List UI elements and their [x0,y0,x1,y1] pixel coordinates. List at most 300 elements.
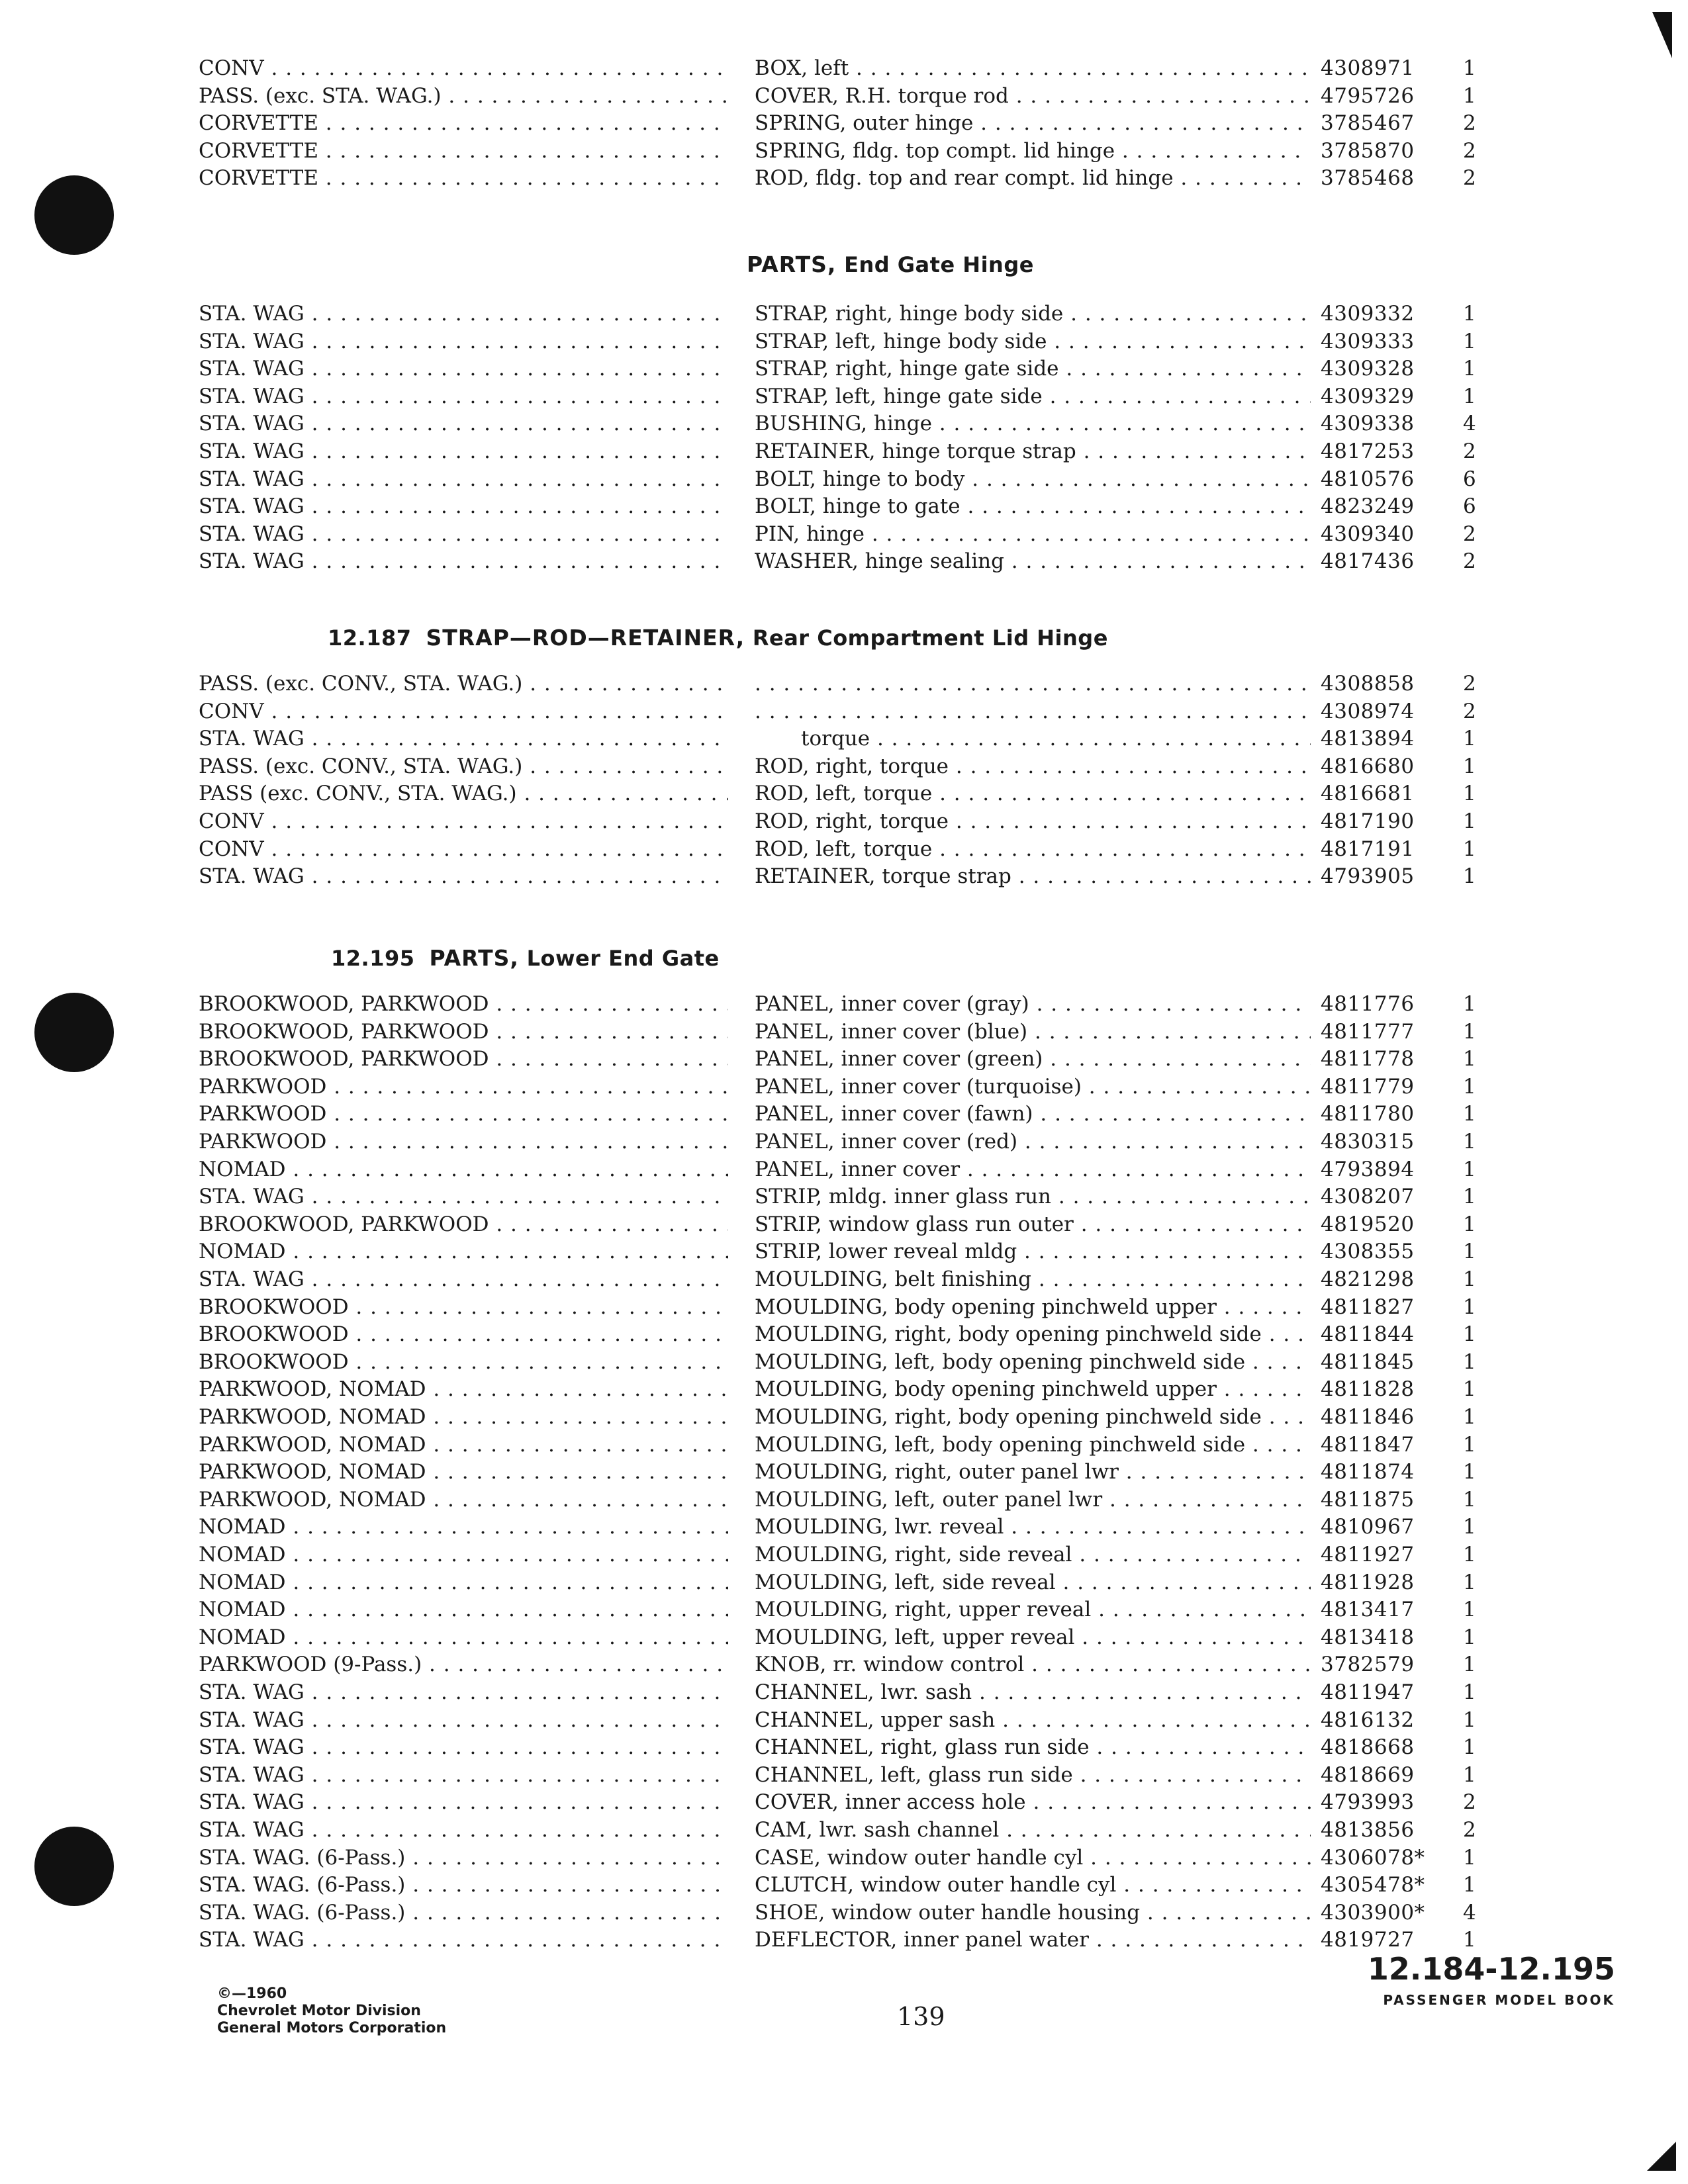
part-number: 4811845 [1321,1349,1415,1374]
model-text: PASS (exc. CONV., STA. WAG.) . . . [199,780,728,807]
table-row [0,1265,1688,1293]
part-number: 4309329 [1321,384,1415,408]
model-cell [199,1623,728,1651]
table-row [0,355,1688,383]
part-number: 4795726 [1321,83,1415,108]
table-row [0,54,1688,82]
table-row [0,1403,1688,1431]
model-cell [199,1844,728,1872]
model-text: BROOKWOOD . . . [199,1293,728,1321]
part-number: 4816681 [1321,782,1415,806]
model-cell [199,1926,728,1954]
table-row [0,862,1688,890]
table-row [0,1486,1688,1514]
quantity: 1 [1463,782,1476,806]
quantity: 1 [1463,1047,1476,1071]
quantity: 2 [1463,522,1476,546]
part-description: ROD, left, torque . . . [755,835,1311,863]
table-row [0,164,1688,192]
model-cell [199,383,728,410]
model-cell [199,355,728,383]
table-row [0,328,1688,355]
model-cell [199,465,728,493]
part-cell [755,300,1311,328]
model-cell [199,1596,728,1623]
model-cell [199,1073,728,1101]
quantity: 2 [1463,111,1476,136]
part-number: 4811928 [1321,1570,1415,1594]
model-text: PARKWOOD, NOMAD . . . [199,1431,728,1459]
division-name: Chevrolet Motor Division [217,2003,421,2019]
part-cell [755,1788,1311,1816]
model-text: BROOKWOOD . . . [199,1348,728,1376]
part-description: PANEL, inner cover (green) . . . [755,1045,1311,1073]
table-row [0,1320,1688,1348]
model-cell [199,1238,728,1265]
part-cell [755,1706,1311,1734]
part-description: torque . . . [755,725,1311,752]
part-description: MOULDING, left, side reveal . . . [755,1569,1311,1596]
model-cell [199,670,728,698]
part-description: PANEL, inner cover (blue) . . . [755,1018,1311,1046]
quantity: 2 [1463,138,1476,163]
footer-copyright-block [217,1985,446,2037]
model-cell [199,328,728,355]
table-row [0,1788,1688,1816]
table-row [0,752,1688,780]
model-text: NOMAD . . . [199,1596,728,1623]
table-row [0,1458,1688,1486]
part-cell [755,137,1311,165]
model-cell [199,1431,728,1459]
part-number: 4811777 [1321,1019,1415,1044]
part-number: 4830315 [1321,1130,1415,1154]
table-row [0,1431,1688,1459]
table-row [0,1596,1688,1623]
model-text: STA. WAG . . . [199,1678,728,1706]
table-row [0,82,1688,110]
part-description: MOULDING, body opening pinchweld upper . . . [755,1375,1311,1403]
model-cell [199,835,728,863]
quantity: 1 [1463,1487,1476,1512]
part-number: 4813417 [1321,1598,1415,1622]
quantity: 2 [1463,1790,1476,1815]
quantity: 1 [1463,1130,1476,1154]
table-row [0,1513,1688,1541]
part-cell [755,54,1311,82]
part-cell [755,547,1311,575]
model-text: STA. WAG . . . [199,547,728,575]
part-number: 4793993 [1321,1790,1415,1815]
model-cell [199,1045,728,1073]
table-row [0,1651,1688,1678]
table-row [0,137,1688,165]
model-cell [199,54,728,82]
section-heading [747,251,1034,277]
table-row [0,1210,1688,1238]
table-row [0,547,1688,575]
model-text: CORVETTE . . . [199,164,728,192]
part-number: 4303900* [1321,1900,1425,1925]
model-text: CORVETTE . . . [199,109,728,137]
quantity: 1 [1463,1625,1476,1649]
model-text: PASS. (exc. CONV., STA. WAG.) . . . [199,670,728,698]
model-text: PASS. (exc. STA. WAG.) . . . [199,82,728,110]
quantity: 1 [1463,1543,1476,1567]
part-description: CHANNEL, lwr. sash . . . [755,1678,1311,1706]
model-text: PARKWOOD . . . [199,1100,728,1128]
table-row [0,698,1688,725]
quantity: 1 [1463,1570,1476,1594]
quantity: 1 [1463,83,1476,108]
part-cell [755,1596,1311,1623]
part-description: STRIP, window glass run outer . . . [755,1210,1311,1238]
model-cell [199,1541,728,1569]
part-cell [755,383,1311,410]
quantity: 1 [1463,1349,1476,1374]
model-text: BROOKWOOD, PARKWOOD . . . [199,1018,728,1046]
part-cell [755,1073,1311,1101]
part-number: 4793905 [1321,864,1415,889]
model-cell [199,1513,728,1541]
quantity: 1 [1463,1515,1476,1539]
part-description: PANEL, inner cover (gray) . . . [755,990,1311,1018]
part-number: 4810576 [1321,467,1415,491]
model-text: STA. WAG . . . [199,328,728,355]
part-description: ROD, left, torque . . . [755,780,1311,807]
part-cell [755,1100,1311,1128]
part-description: MOULDING, left, body opening pinchweld side . . . [755,1348,1311,1376]
model-text: STA. WAG . . . [199,520,728,548]
model-text: STA. WAG . . . [199,1816,728,1844]
part-description: CASE, window outer handle cyl . . . [755,1844,1311,1872]
quantity: 6 [1463,467,1476,491]
part-number: 4306078* [1321,1845,1425,1870]
part-cell [755,1541,1311,1569]
table-row [0,780,1688,807]
quantity: 1 [1463,1845,1476,1870]
section-title: Rear Compartment Lid Hinge [752,625,1108,651]
model-text: STA. WAG. (6-Pass.) . . . [199,1844,728,1872]
part-description: ROD, right, torque . . . [755,807,1311,835]
part-description: MOULDING, left, outer panel lwr . . . [755,1486,1311,1514]
model-text: PARKWOOD, NOMAD . . . [199,1403,728,1431]
part-description: RETAINER, torque strap . . . [755,862,1311,890]
table-row [0,300,1688,328]
model-text: CONV . . . [199,698,728,725]
section-number: 12.187 [328,625,412,651]
quantity: 2 [1463,699,1476,723]
part-number: 4816132 [1321,1707,1415,1732]
quantity: 1 [1463,809,1476,833]
model-cell [199,1733,728,1761]
model-text: CONV . . . [199,54,728,82]
model-text: CORVETTE . . . [199,137,728,165]
part-number: 4811778 [1321,1047,1415,1071]
table-row [0,1348,1688,1376]
part-number: 4816680 [1321,754,1415,778]
part-description: MOULDING, body opening pinchweld upper . . . [755,1293,1311,1321]
part-number: 4817436 [1321,549,1415,574]
model-cell [199,300,728,328]
model-text: PARKWOOD, NOMAD . . . [199,1486,728,1514]
part-cell [755,492,1311,520]
part-number: 4813418 [1321,1625,1415,1649]
model-text: STA. WAG . . . [199,355,728,383]
quantity: 1 [1463,754,1476,778]
table-row [0,1100,1688,1128]
part-description: WASHER, hinge sealing . . . [755,547,1311,575]
model-cell [199,437,728,465]
part-cell [755,1293,1311,1321]
part-cell [755,1899,1311,1927]
part-cell [755,1238,1311,1265]
part-description: STRAP, right, hinge gate side . . . [755,355,1311,383]
part-number: 4811947 [1321,1680,1415,1704]
model-cell [199,1899,728,1927]
part-description: KNOB, rr. window control . . . [755,1651,1311,1678]
model-cell [199,780,728,807]
part-number: 4811846 [1321,1405,1415,1429]
part-description: BOLT, hinge to gate . . . [755,492,1311,520]
model-cell [199,82,728,110]
table-row [0,492,1688,520]
table-row [0,1045,1688,1073]
quantity: 1 [1463,1405,1476,1429]
model-cell [199,990,728,1018]
section-heading [331,945,720,971]
part-description: MOULDING, lwr. reveal . . . [755,1513,1311,1541]
section-keyword: STRAP—ROD—RETAINER, [426,625,745,651]
model-text: STA. WAG . . . [199,410,728,437]
part-number: 4308207 [1321,1185,1415,1209]
copyright: ©—1960 [217,1985,287,2002]
quantity: 1 [1463,1185,1476,1209]
part-cell [755,1844,1311,1872]
part-description: MOULDING, belt finishing . . . [755,1265,1311,1293]
part-number: 3785870 [1321,138,1415,163]
model-text: PARKWOOD . . . [199,1073,728,1101]
part-cell [755,752,1311,780]
part-cell [755,1926,1311,1954]
part-number: 4309338 [1321,412,1415,436]
model-cell [199,1156,728,1183]
quantity: 2 [1463,1818,1476,1842]
quantity: 1 [1463,384,1476,408]
part-cell [755,355,1311,383]
table-row [0,1073,1688,1101]
part-number: 4823249 [1321,494,1415,519]
part-number: 4813894 [1321,727,1415,751]
table-row [0,1183,1688,1210]
quantity: 1 [1463,1019,1476,1044]
model-cell [199,725,728,752]
quantity: 1 [1463,1074,1476,1099]
part-description: PANEL, inner cover . . . [755,1156,1311,1183]
model-cell [199,1816,728,1844]
part-number: 4811779 [1321,1074,1415,1099]
table-row [0,1678,1688,1706]
part-description: PANEL, inner cover (turquoise) . . . [755,1073,1311,1101]
part-description: MOULDING, right, body opening pinchweld side . . . [755,1403,1311,1431]
model-cell [199,520,728,548]
part-cell [755,1156,1311,1183]
part-cell [755,164,1311,192]
part-number: 4817253 [1321,439,1415,463]
quantity: 1 [1463,1102,1476,1126]
model-cell [199,1403,728,1431]
quantity: 1 [1463,1432,1476,1457]
part-number: 4818668 [1321,1735,1415,1760]
model-text: STA. WAG. (6-Pass.) . . . [199,1871,728,1899]
part-description [755,670,1311,698]
part-description: MOULDING, right, body opening pinchweld side . . . [755,1320,1311,1348]
quantity: 1 [1463,1212,1476,1236]
part-cell [755,1348,1311,1376]
quantity: 1 [1463,1707,1476,1732]
part-number: 4811927 [1321,1543,1415,1567]
part-description: MOULDING, left, body opening pinchweld side . . . [755,1431,1311,1459]
part-cell [755,1871,1311,1899]
part-cell [755,780,1311,807]
table-row [0,520,1688,548]
quantity: 1 [1463,1157,1476,1181]
part-description: SHOE, window outer handle housing . . . [755,1899,1311,1927]
section-reference: 12.184-12.195 [1367,1951,1615,1987]
model-cell [199,547,728,575]
table-row [0,670,1688,698]
part-number: 4811875 [1321,1487,1415,1512]
part-description: RETAINER, hinge torque strap . . . [755,437,1311,465]
model-text: BROOKWOOD, PARKWOOD . . . [199,1210,728,1238]
quantity: 1 [1463,1873,1476,1897]
model-text: NOMAD . . . [199,1156,728,1183]
part-cell [755,1403,1311,1431]
part-description: COVER, inner access hole . . . [755,1788,1311,1816]
part-cell [755,835,1311,863]
model-text: STA. WAG . . . [199,1761,728,1789]
part-description: PANEL, inner cover (fawn) . . . [755,1100,1311,1128]
model-text: CONV . . . [199,807,728,835]
part-number: 4308858 [1321,672,1415,696]
part-cell [755,1623,1311,1651]
model-text: NOMAD . . . [199,1569,728,1596]
part-cell [755,437,1311,465]
model-text: BROOKWOOD, PARKWOOD . . . [199,990,728,1018]
table-row [0,383,1688,410]
part-number: 4309332 [1321,302,1415,326]
part-number: 4819520 [1321,1212,1415,1236]
section-title: End Gate Hinge [844,252,1034,277]
model-text: STA. WAG . . . [199,1706,728,1734]
model-text: STA. WAG . . . [199,725,728,752]
part-cell [755,1651,1311,1678]
quantity: 1 [1463,837,1476,861]
section-heading [328,625,1108,651]
section-number: 12.195 [331,946,415,971]
part-cell [755,1458,1311,1486]
table-row [0,1844,1688,1872]
part-description: PIN, hinge . . . [755,520,1311,548]
section-keyword: PARTS, [429,945,519,971]
model-text: NOMAD . . . [199,1541,728,1569]
model-cell [199,109,728,137]
model-text: STA. WAG . . . [199,1788,728,1816]
part-cell [755,465,1311,493]
part-number: 4811780 [1321,1102,1415,1126]
model-text: NOMAD . . . [199,1513,728,1541]
part-description: STRIP, lower reveal mldg . . . [755,1238,1311,1265]
model-cell [199,1375,728,1403]
quantity: 1 [1463,1267,1476,1291]
quantity: 1 [1463,302,1476,326]
quantity: 1 [1463,1928,1476,1952]
quantity: 1 [1463,357,1476,381]
part-cell [755,1018,1311,1046]
part-number: 4813856 [1321,1818,1415,1842]
corner-mark-bottom-right [1647,2142,1676,2171]
part-cell [755,862,1311,890]
table-row [0,437,1688,465]
part-description: BOLT, hinge to body . . . [755,465,1311,493]
part-description: STRAP, left, hinge body side . . . [755,328,1311,355]
model-text: STA. WAG . . . [199,862,728,890]
model-text: BROOKWOOD . . . [199,1320,728,1348]
table-row [0,465,1688,493]
part-number: 4308355 [1321,1240,1415,1264]
corner-mark-top-right [1652,12,1672,58]
quantity: 1 [1463,1377,1476,1402]
table-row [0,807,1688,835]
part-number: 4811844 [1321,1322,1415,1347]
table-row [0,1293,1688,1321]
part-cell [755,1761,1311,1789]
model-cell [199,492,728,520]
part-cell [755,1320,1311,1348]
model-text: PARKWOOD (9-Pass.) . . . [199,1651,728,1678]
part-description: DEFLECTOR, inner panel water . . . [755,1926,1311,1954]
table-row [0,1899,1688,1927]
quantity: 1 [1463,727,1476,751]
part-cell [755,670,1311,698]
part-cell [755,1816,1311,1844]
quantity: 1 [1463,1322,1476,1347]
part-cell [755,1265,1311,1293]
quantity: 2 [1463,549,1476,574]
part-number: 4309340 [1321,522,1415,546]
table-row [0,1761,1688,1789]
part-cell [755,807,1311,835]
part-description: MOULDING, right, side reveal . . . [755,1541,1311,1569]
model-cell [199,1678,728,1706]
model-cell [199,698,728,725]
part-cell [755,1733,1311,1761]
table-row [0,410,1688,437]
book-name: PASSENGER MODEL BOOK [1383,1992,1615,2008]
quantity: 2 [1463,439,1476,463]
part-cell [755,698,1311,725]
part-number: 4793894 [1321,1157,1415,1181]
part-cell [755,1678,1311,1706]
quantity: 2 [1463,672,1476,696]
quantity: 1 [1463,1762,1476,1787]
model-text: STA. WAG. (6-Pass.) . . . [199,1899,728,1927]
model-cell [199,1706,728,1734]
part-number: 4817191 [1321,837,1415,861]
part-number: 4810967 [1321,1515,1415,1539]
part-cell [755,1513,1311,1541]
part-number: 4811828 [1321,1377,1415,1402]
